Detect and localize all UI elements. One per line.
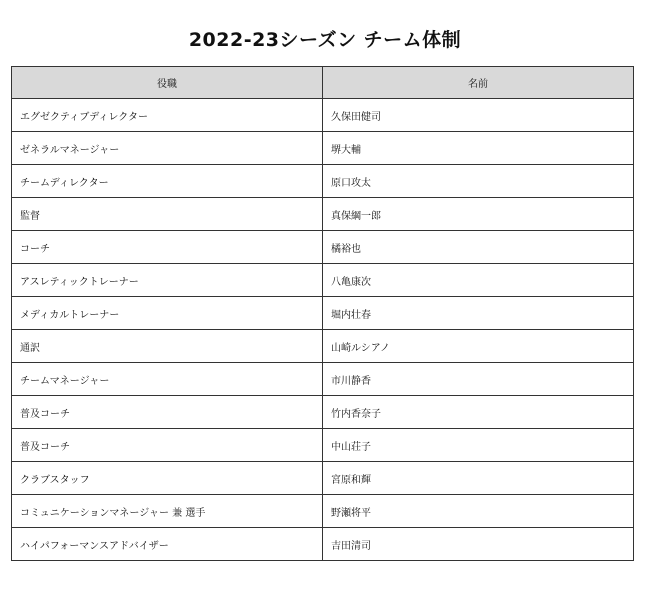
table-row (12, 396, 634, 429)
name-cell: 中山荘子 (323, 429, 634, 462)
table-header-row (12, 67, 634, 99)
role-cell: コーチ (12, 231, 323, 264)
column-header-name: 名前 (323, 67, 634, 99)
table-row (12, 528, 634, 561)
role-cell: 普及コーチ (12, 429, 323, 462)
name-cell: 野瀬将平 (323, 495, 634, 528)
table-row (12, 330, 634, 363)
name-cell: 市川静香 (323, 363, 634, 396)
name-cell: 吉田清司 (323, 528, 634, 561)
table-row (12, 495, 634, 528)
role-cell: 監督 (12, 198, 323, 231)
role-cell: チームディレクター (12, 165, 323, 198)
name-cell: 久保田健司 (323, 99, 634, 132)
role-cell: クラブスタッフ (12, 462, 323, 495)
table-row (12, 264, 634, 297)
role-cell: エグゼクティブディレクター (12, 99, 323, 132)
role-cell: アスレティックトレーナー (12, 264, 323, 297)
name-cell: 原口攻太 (323, 165, 634, 198)
table-row (12, 165, 634, 198)
table-row (12, 198, 634, 231)
role-cell: 通訳 (12, 330, 323, 363)
name-cell: 八亀康次 (323, 264, 634, 297)
role-cell: コミュニケーションマネージャー 兼 選手 (12, 495, 323, 528)
name-cell: 堺大輔 (323, 132, 634, 165)
role-cell: 普及コーチ (12, 396, 323, 429)
table-row (12, 363, 634, 396)
name-cell: 真保綱一郎 (323, 198, 634, 231)
role-cell: メディカルトレーナー (12, 297, 323, 330)
name-cell: 山崎ルシアノ (323, 330, 634, 363)
table-row (12, 132, 634, 165)
role-cell: ハイパフォーマンスアドバイザー (12, 528, 323, 561)
table-row (12, 297, 634, 330)
team-staff-table (11, 66, 634, 561)
name-cell: 堀内壮春 (323, 297, 634, 330)
column-header-role: 役職 (12, 67, 323, 99)
name-cell: 宮原和輝 (323, 462, 634, 495)
role-cell: チームマネージャー (12, 363, 323, 396)
name-cell: 橘裕也 (323, 231, 634, 264)
table-row (12, 429, 634, 462)
role-cell: ゼネラルマネージャー (12, 132, 323, 165)
page-title: 2022-23シーズン チーム体制 (188, 29, 462, 51)
name-cell: 竹内香奈子 (323, 396, 634, 429)
table-row (12, 231, 634, 264)
table-row (12, 99, 634, 132)
table-row (12, 462, 634, 495)
